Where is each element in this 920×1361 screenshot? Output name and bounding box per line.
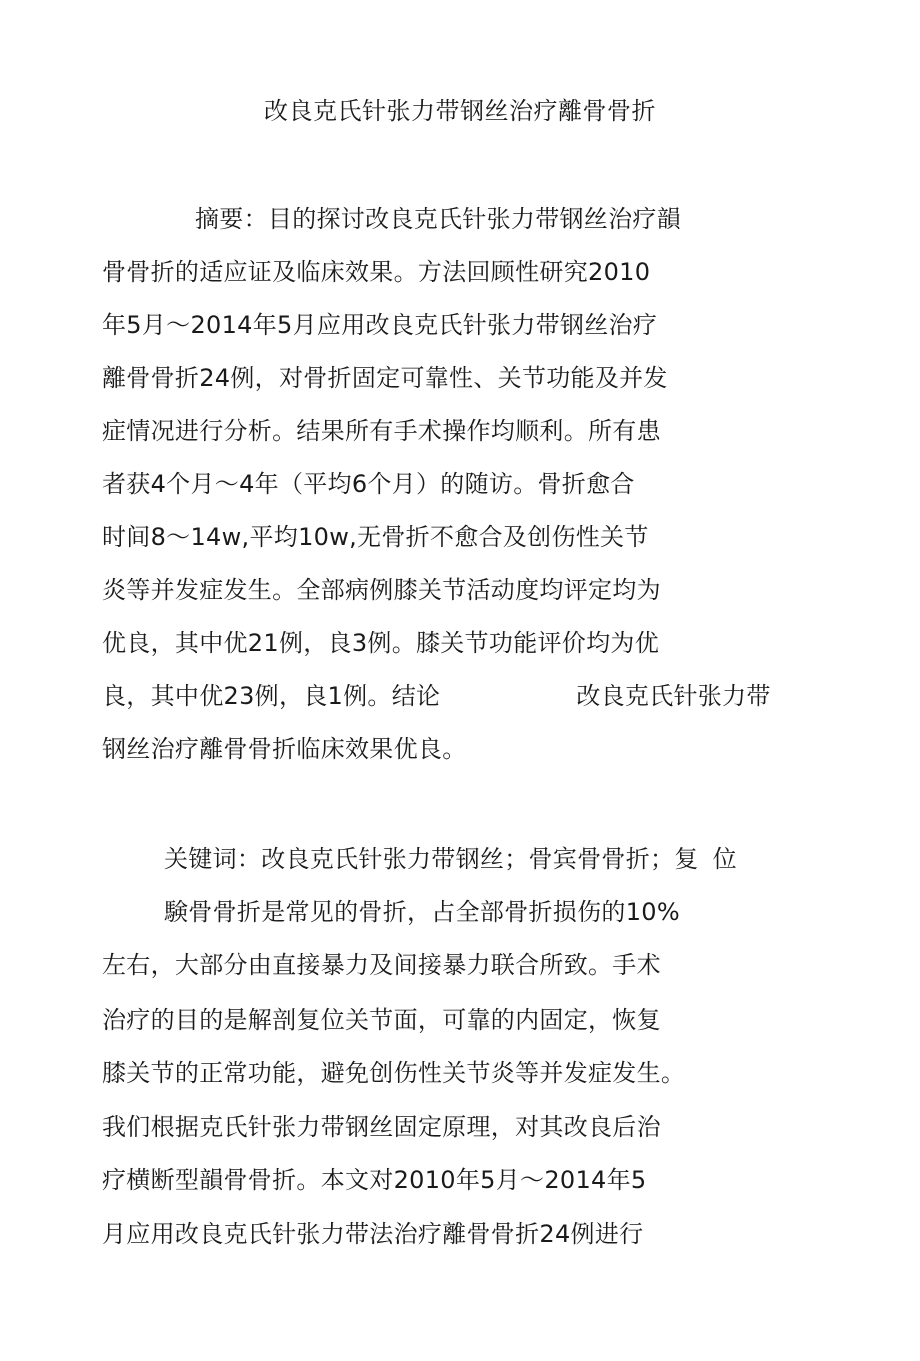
document-title: 改良克氏针张力带钢丝治疗離骨骨折	[264, 97, 656, 125]
body-line: 治疗的目的是解剖复位关节面，可靠的内固定，恢复	[102, 1006, 661, 1034]
conclusion-text: 改良克氏针张力带	[576, 682, 771, 710]
keywords-tail: 位	[712, 845, 737, 873]
abstract-line: 症情况进行分析。结果所有手术操作均顺利。所有患	[102, 417, 661, 445]
body-line: 左右，大部分由直接暴力及间接暴力联合所致。手术	[102, 951, 661, 979]
abstract-line: 摘要：目的探讨改良克氏针张力带钢丝治疗韻	[195, 205, 681, 233]
abstract-line: 钢丝治疗離骨骨折临床效果优良。	[102, 735, 467, 763]
keywords-text: 关键词：改良克氏针张力带钢丝；骨宾骨骨折；复	[164, 845, 699, 873]
body-line: 験骨骨折是常见的骨折，占全部骨折损伤的10%	[164, 898, 680, 926]
body-line: 我们根据克氏针张力带钢丝固定原理，对其改良后治	[102, 1113, 661, 1141]
abstract-line: 者获4个月～4年（平均6个月）的随访。骨折愈合	[102, 470, 635, 498]
abstract-line: 时间8～14w,平均10w,无骨折不愈合及创伤性关节	[102, 523, 649, 551]
abstract-line: 年5月～2014年5月应用改良克氏针张力带钢丝治疗	[102, 311, 658, 339]
abstract-line-conclusion	[102, 679, 771, 713]
abstract-line: 離骨骨折24例，对骨折固定可靠性、关节功能及并发	[102, 364, 668, 392]
body-line: 月应用改良克氏针张力带法治疗離骨骨折24例进行	[102, 1220, 644, 1248]
keywords-line	[164, 842, 737, 876]
conclusion-label: 良，其中优23例，良1例。结论	[102, 682, 441, 710]
abstract-line: 优良，其中优21例，良3例。膝关节功能评价均为优	[102, 629, 660, 657]
body-line: 疗横断型韻骨骨折。本文对2010年5月～2014年5	[102, 1166, 647, 1194]
abstract-line: 炎等并发症发生。全部病例膝关节活动度均评定均为	[102, 576, 661, 604]
body-line: 膝关节的正常功能，避免创伤性关节炎等并发症发生。	[102, 1059, 686, 1087]
abstract-line: 骨骨折的适应证及临床效果。方法回顾性研究2010	[102, 258, 651, 286]
